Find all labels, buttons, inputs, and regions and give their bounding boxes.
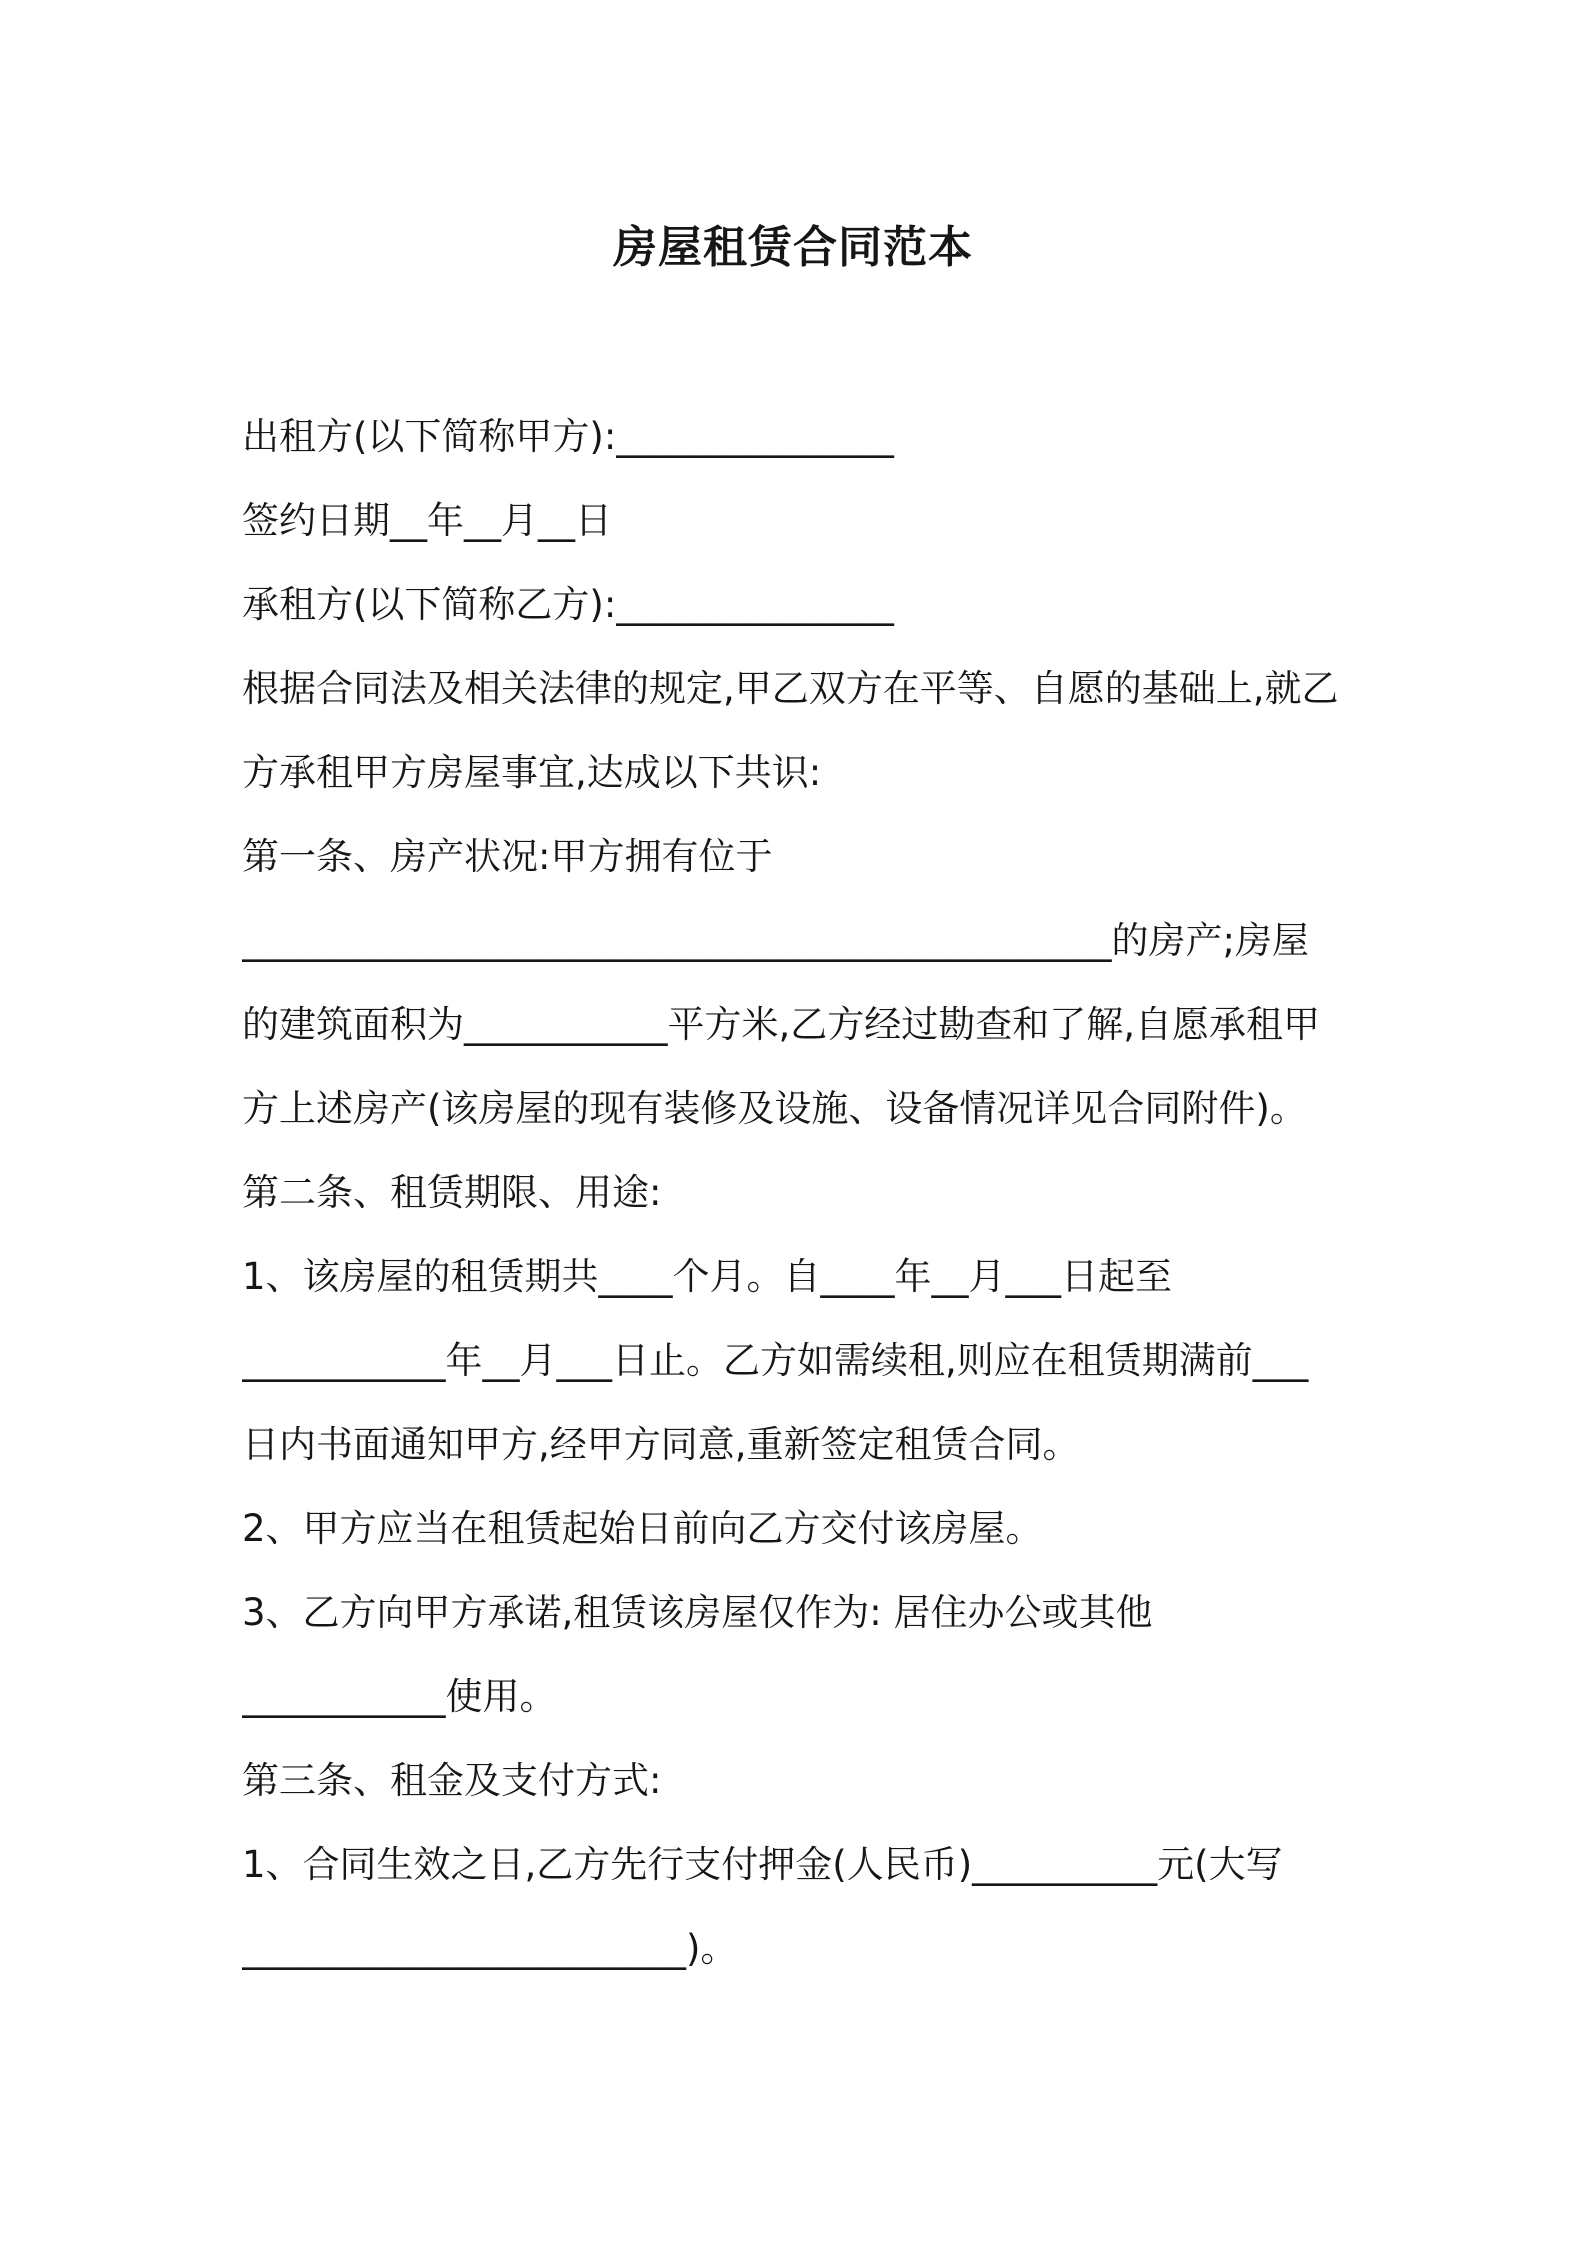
article-2-item-3-line-1: 3、乙方向甲方承诺,租赁该房屋仅作为: 居住办公或其他 (242, 1591, 1153, 1634)
article-1-line-3: 方上述房产(该房屋的现有装修及设施、设备情况详见合同附件)。 (242, 1087, 1307, 1130)
article-3-item-1-line-1: 1、合同生效之日,乙方先行支付押金(人民币)__________元(大写 (242, 1843, 1283, 1886)
article-2-item-1-line-3: 日内书面通知甲方,经甲方同意,重新签定租赁合同。 (242, 1423, 1080, 1466)
lessee-line: 承租方(以下简称乙方):_______________ (242, 583, 894, 626)
contract-body (242, 395, 1422, 1991)
article-1-line-2: 的建筑面积为___________平方米,乙方经过勘查和了解,自愿承租甲 (242, 1003, 1321, 1046)
article-1-heading: 第一条、房产状况:甲方拥有位于 (242, 835, 773, 878)
article-2-item-3-line-2: ___________使用。 (242, 1675, 557, 1718)
document-title: 房屋租赁合同范本 (613, 222, 973, 273)
lessor-line: 出租方(以下简称甲方):_______________ (242, 415, 894, 458)
article-3-item-1-line-2: ________________________)。 (242, 1927, 738, 1970)
article-2-heading: 第二条、租赁期限、用途: (242, 1171, 662, 1214)
preamble-line-2: 方承租甲方房屋事宜,达成以下共识: (242, 751, 822, 794)
article-1-line-1: _______________________________________________的房产;房屋 (242, 919, 1309, 962)
article-3-heading: 第三条、租金及支付方式: (242, 1759, 662, 1802)
article-2-item-2: 2、甲方应当在租赁起始日前向乙方交付该房屋。 (242, 1507, 1043, 1550)
signing-date-line: 签约日期__年__月__日 (242, 499, 612, 542)
article-2-item-1-line-1: 1、该房屋的租赁期共____个月。自____年__月___日起至 (242, 1255, 1173, 1298)
preamble-line-1: 根据合同法及相关法律的规定,甲乙双方在平等、自愿的基础上,就乙 (242, 667, 1339, 710)
article-2-item-1-line-2: ___________年__月___日止。乙方如需续租,则应在租赁期满前___ (242, 1339, 1309, 1382)
